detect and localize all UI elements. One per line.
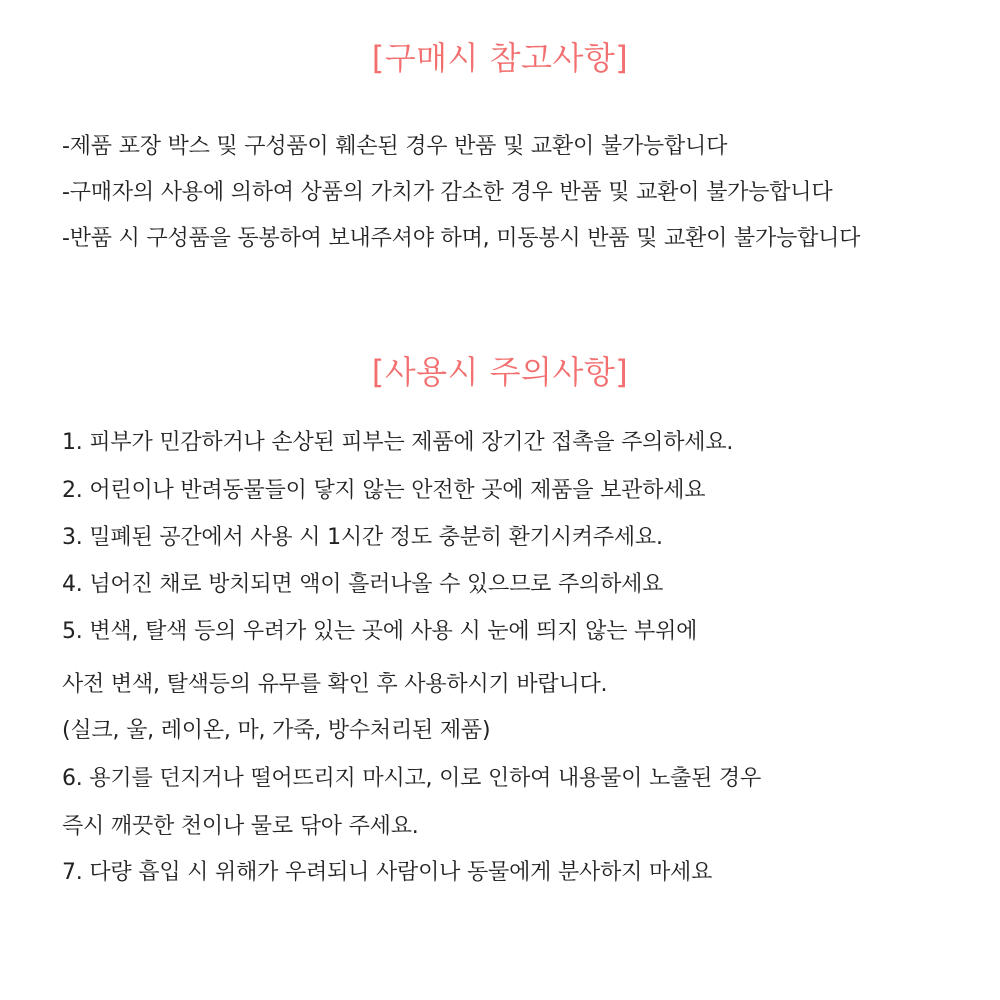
usage-caution-line: 1. 피부가 민감하거나 손상된 피부는 제품에 장기간 접촉을 주의하세요. (62, 430, 734, 455)
usage-caution-line: 7. 다량 흡입 시 위해가 우려되니 사람이나 동물에게 분사하지 마세요 (62, 860, 713, 885)
usage-caution-line: 2. 어린이나 반려동물들이 닿지 않는 안전한 곳에 제품을 보관하세요 (62, 478, 706, 503)
usage-caution-line: 사전 변색, 탈색등의 유무를 확인 후 사용하시기 바랍니다. (62, 672, 608, 697)
usage-caution-line: (실크, 울, 레이온, 마, 가죽, 방수처리된 제품) (62, 718, 491, 743)
usage-caution-line: 4. 넘어진 채로 방치되면 액이 흘러나올 수 있으므로 주의하세요 (62, 572, 664, 597)
usage-caution-line: 3. 밀폐된 공간에서 사용 시 1시간 정도 충분히 환기시켜주세요. (62, 525, 663, 550)
usage-caution-title: [사용시 주의사항] (371, 353, 629, 391)
purchase-notice-item: -제품 포장 박스 및 구성품이 훼손된 경우 반품 및 교환이 불가능합니다 (62, 134, 728, 159)
purchase-notice-item: -구매자의 사용에 의하여 상품의 가치가 감소한 경우 반품 및 교환이 불가능합니다 (62, 180, 833, 205)
usage-caution-line: 6. 용기를 던지거나 떨어뜨리지 마시고, 이로 인하여 내용물이 노출된 경우 (62, 766, 762, 791)
purchase-notice-item: -반품 시 구성품을 동봉하여 보내주셔야 하며, 미동봉시 반품 및 교환이 불가능합니다 (62, 226, 861, 251)
purchase-notice-title: [구매시 참고사항] (371, 39, 629, 77)
usage-caution-line: 즉시 깨끗한 천이나 물로 닦아 주세요. (62, 814, 419, 839)
usage-caution-line: 5. 변색, 탈색 등의 우려가 있는 곳에 사용 시 눈에 띄지 않는 부위에 (62, 619, 698, 644)
